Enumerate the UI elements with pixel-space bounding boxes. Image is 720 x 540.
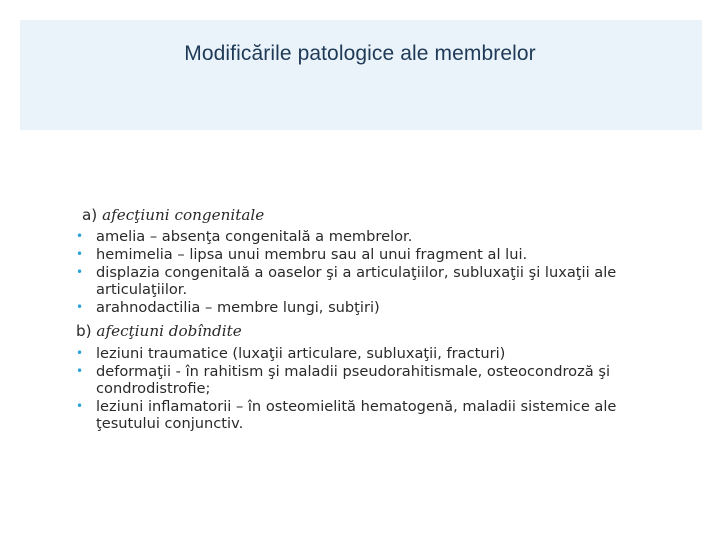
section-title: afecţiuni congenitale <box>102 206 265 224</box>
list-item-text: hemimelia – lipsa unui membru sau al unui fragment al lui. <box>96 246 528 263</box>
title-banner <box>20 20 702 130</box>
bullet-dot-icon: • <box>76 300 84 314</box>
list-item <box>76 398 636 432</box>
list-item <box>76 299 636 316</box>
list-item-text: leziuni traumatice (luxaţii articulare, subluxaţii, fracturi) <box>96 345 506 362</box>
bullet-dot-icon: • <box>76 265 84 279</box>
list-item-text: displazia congenitală a oaselor şi a articulaţiilor, subluxaţii şi luxaţii ale articulaţiilor. <box>96 264 617 298</box>
list-item-text: deformaţii - în rahitism şi maladii pseudorahitismale, osteocondroză şi condrodistrofie; <box>96 363 610 397</box>
bullet-dot-icon: • <box>76 346 84 360</box>
list-item <box>76 246 636 263</box>
list-item <box>76 264 636 298</box>
slide-content <box>76 205 636 433</box>
section-heading-congenital <box>76 205 636 225</box>
list-item <box>76 345 636 362</box>
congenital-list <box>76 228 636 316</box>
section-prefix: a) <box>82 206 98 224</box>
list-item <box>76 228 636 245</box>
bullet-dot-icon: • <box>76 229 84 243</box>
slide-title: Modificările patologice ale membrelor <box>184 42 536 65</box>
section-heading-acquired <box>76 321 636 341</box>
section-prefix: b) <box>76 322 92 340</box>
list-item-text: leziuni inflamatorii – în osteomielită hematogenă, maladii sistemice ale ţesutului conjunctiv. <box>96 398 617 432</box>
bullet-dot-icon: • <box>76 247 84 261</box>
list-item-text: amelia – absenţa congenitală a membrelor. <box>96 228 413 245</box>
list-item-text: arahnodactilia – membre lungi, subţiri) <box>96 299 380 316</box>
section-title: afecţiuni dobîndite <box>96 322 242 340</box>
list-item <box>76 363 636 397</box>
acquired-list <box>76 345 636 432</box>
bullet-dot-icon: • <box>76 399 84 413</box>
bullet-dot-icon: • <box>76 364 84 378</box>
